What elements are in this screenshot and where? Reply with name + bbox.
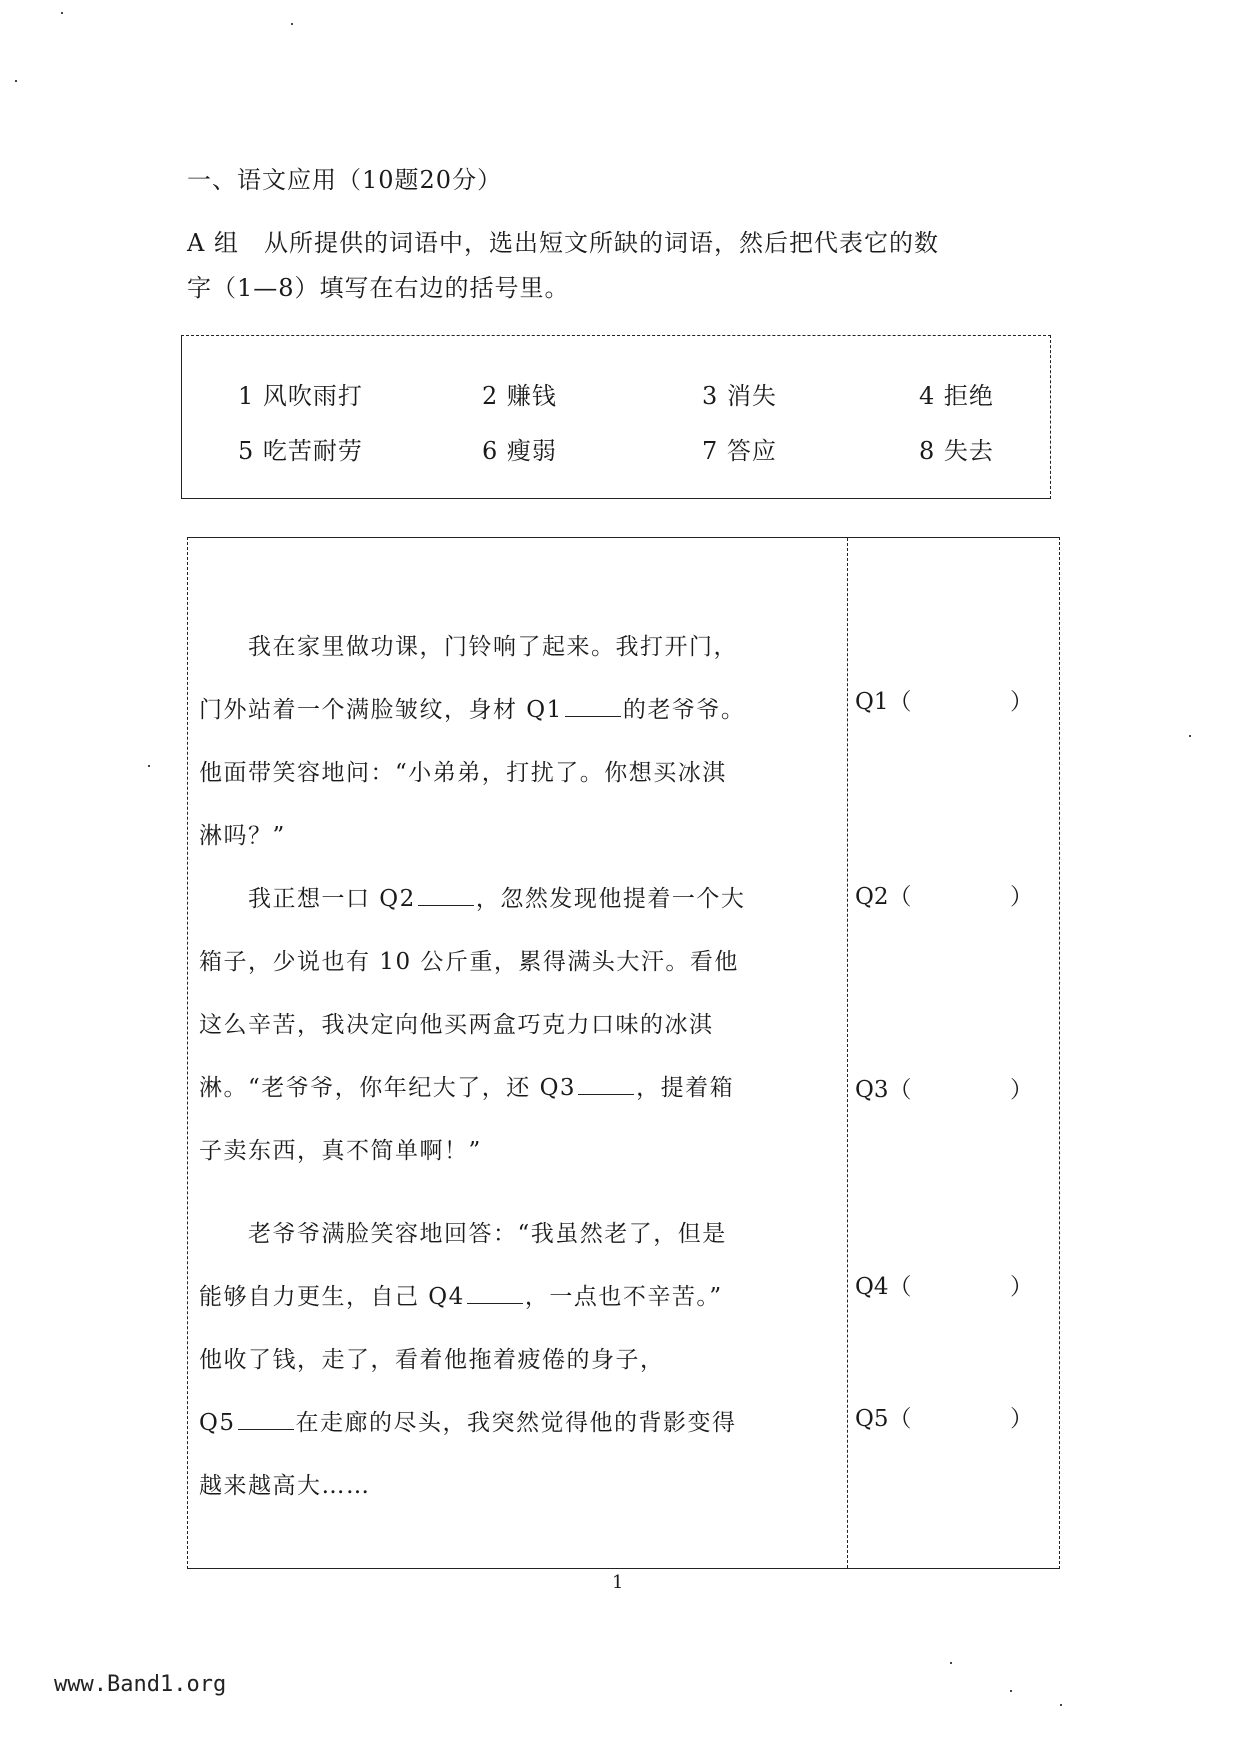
answer-q5-label: Q5（: [855, 1406, 912, 1432]
instructions: [187, 221, 1057, 311]
column-divider: [847, 538, 848, 1568]
word-option-2: 2 赚钱: [482, 382, 557, 410]
word-option-8: 8 失去: [919, 437, 994, 465]
scan-speck: [61, 12, 63, 14]
answer-q2-close: ）: [1010, 884, 1033, 910]
page-number: 1: [612, 1572, 624, 1593]
answer-q4-label: Q4（: [855, 1274, 912, 1300]
passage-line: 他面带笑容地问：“小弟弟，打扰了。你想买冰淇: [199, 760, 727, 786]
passage-text: 门外站着一个满脸皱纹，身材 Q1: [199, 697, 563, 723]
passage-text: 的老爷爷。: [622, 697, 746, 723]
passage-line: [199, 1278, 723, 1311]
scan-speck: [15, 80, 17, 82]
answer-q4-close: ）: [1010, 1274, 1033, 1300]
q2-blank: [418, 887, 474, 906]
passage-text: Q5: [199, 1410, 236, 1436]
passage-line: [199, 1404, 737, 1437]
answer-q5-close: ）: [1010, 1406, 1033, 1432]
word-option-4: 4 拒绝: [919, 382, 994, 410]
scan-speck: [950, 1662, 952, 1664]
passage-line: 老爷爷满脸笑容地回答：“我虽然老了，但是: [248, 1221, 727, 1247]
passage-box: [187, 537, 1060, 1569]
answer-q1-close: ）: [1010, 689, 1033, 715]
q5-blank: [238, 1411, 294, 1430]
q1-blank: [565, 698, 621, 717]
scan-speck: [148, 765, 150, 767]
answer-q2-label: Q2（: [855, 884, 912, 910]
q3-blank: [578, 1076, 634, 1095]
scan-speck: [1189, 735, 1191, 737]
footer-url: www.Band1.org: [54, 1672, 227, 1697]
scan-speck: [1060, 1704, 1062, 1706]
answer-q3-close: ）: [1010, 1077, 1033, 1103]
answer-q1-label: Q1（: [855, 689, 912, 715]
passage-line: 淋吗？”: [199, 823, 286, 849]
passage-text: 在走廊的尽头，我突然觉得他的背影变得: [295, 1410, 737, 1436]
passage-line: 子卖东西，真不简单啊！”: [199, 1138, 482, 1164]
passage-line: [248, 880, 745, 913]
passage-text: 我正想一口 Q2: [248, 886, 416, 912]
word-option-5: 5 吃苦耐劳: [238, 437, 363, 465]
passage-line: 越来越高大……: [199, 1473, 371, 1499]
passage-text: 能够自力更生，自己 Q4: [199, 1284, 465, 1310]
passage-text: 淋。“老爷爷，你年纪大了，还 Q3: [199, 1075, 577, 1101]
passage-line: [199, 1069, 734, 1102]
passage-text: ，一点也不辛苦。”: [524, 1284, 723, 1310]
word-option-1: 1 风吹雨打: [238, 382, 363, 410]
word-option-3: 3 消失: [702, 382, 777, 410]
passage-line: 这么辛苦，我决定向他买两盒巧克力口味的冰淇: [199, 1012, 714, 1038]
answer-q3-label: Q3（: [855, 1077, 912, 1103]
scan-speck: [1010, 1690, 1012, 1692]
q4-blank: [467, 1285, 523, 1304]
word-bank-box: [181, 335, 1051, 499]
scan-speck: [291, 23, 293, 25]
passage-line: [199, 691, 745, 724]
instructions-line-1: A 组 从所提供的词语中，选出短文所缺的词语，然后把代表它的数: [187, 229, 939, 257]
passage-line: 箱子，少说也有 10 公斤重，累得满头大汗。看他: [199, 949, 739, 975]
word-option-7: 7 答应: [702, 437, 777, 465]
section-title: 一、语文应用（10题20分）: [187, 166, 503, 194]
passage-text: ，忽然发现他提着一个大: [475, 886, 746, 912]
passage-text: ，提着箱: [636, 1075, 735, 1101]
instructions-line-2: 字（1—8）填写在右边的括号里。: [187, 274, 570, 302]
word-option-6: 6 瘦弱: [482, 437, 557, 465]
passage-line: 我在家里做功课，门铃响了起来。我打开门，: [248, 634, 738, 660]
passage-line: 他收了钱，走了，看着他拖着疲倦的身子，: [199, 1347, 665, 1373]
